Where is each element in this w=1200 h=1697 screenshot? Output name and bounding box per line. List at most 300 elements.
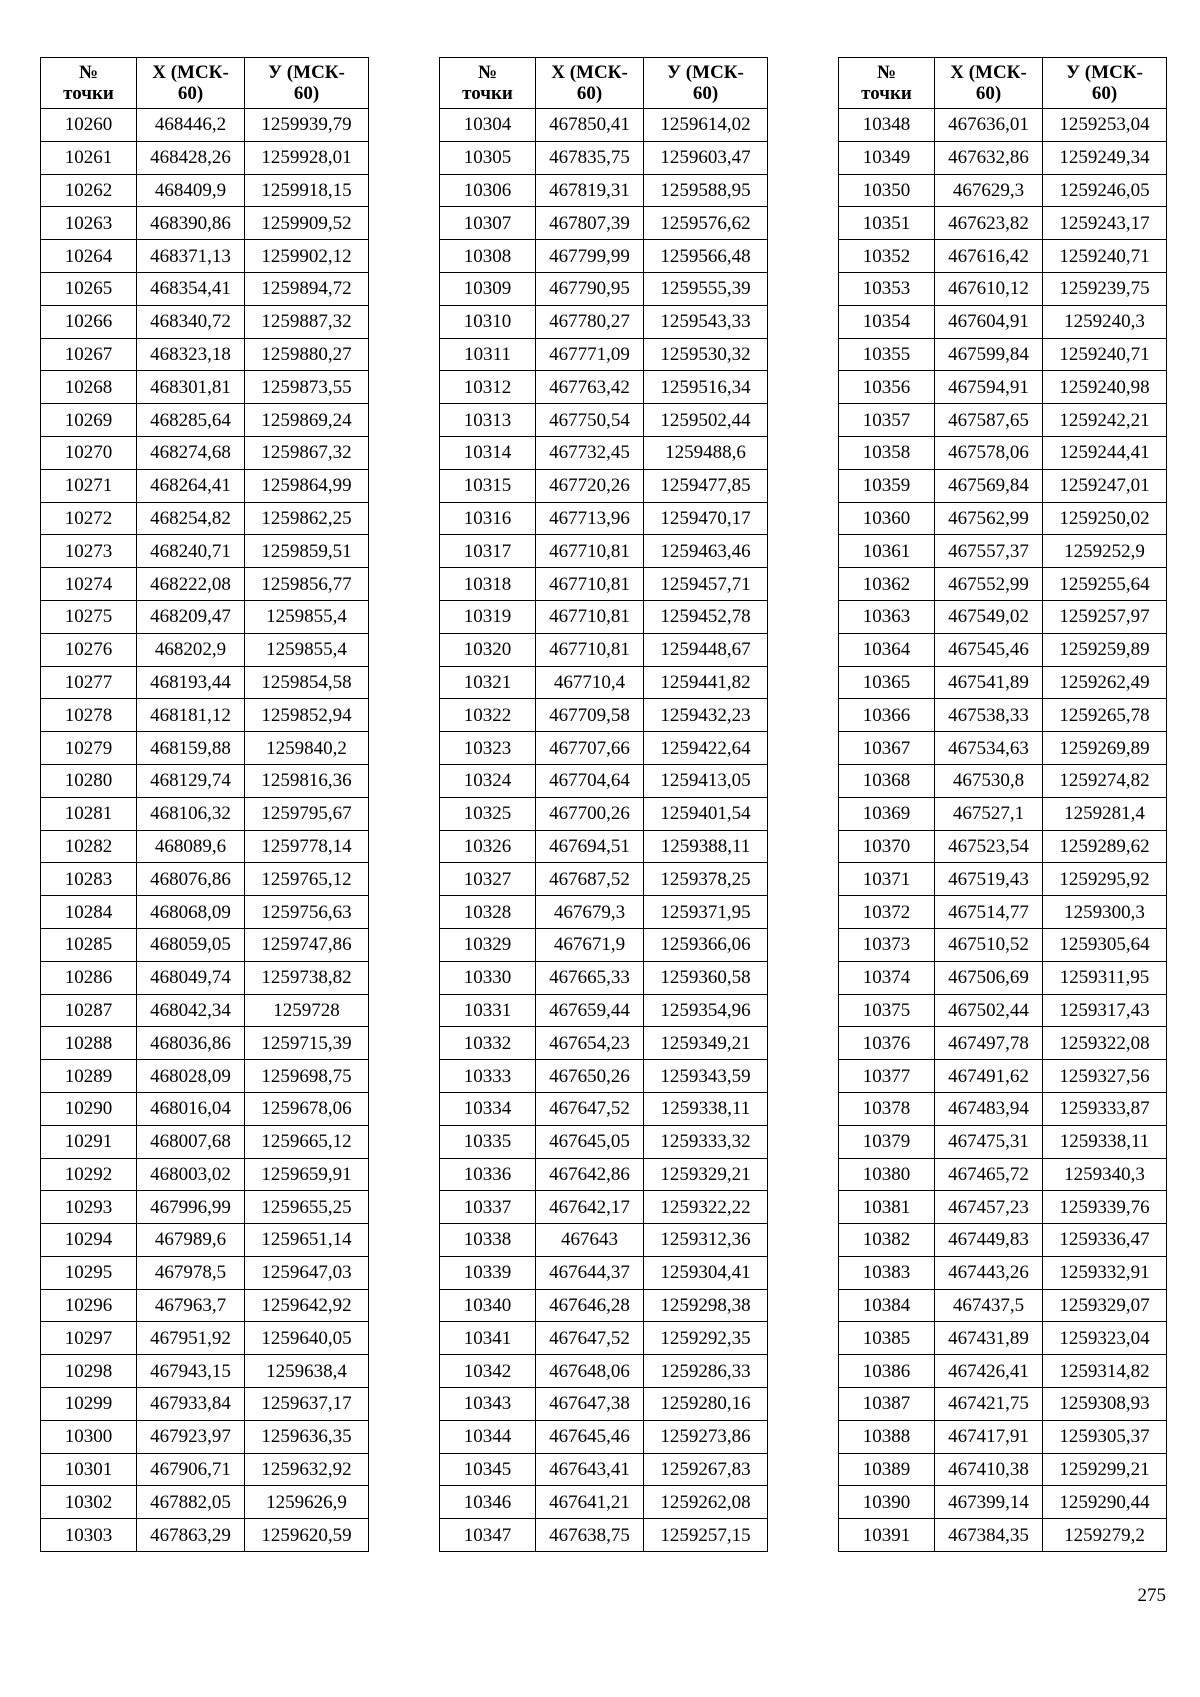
table-row — [839, 633, 1167, 666]
table-row — [839, 1388, 1167, 1421]
cell-x-coordinate: 467709,58 — [536, 699, 644, 732]
cell-point-number: 10371 — [839, 863, 935, 896]
table-row — [839, 338, 1167, 371]
cell-x-coordinate: 468390,86 — [137, 207, 245, 240]
table-row — [41, 535, 369, 568]
table-row — [41, 1191, 369, 1224]
cell-x-coordinate: 467710,81 — [536, 600, 644, 633]
table-row — [440, 1486, 768, 1519]
cell-point-number: 10378 — [839, 1092, 935, 1125]
table-row — [41, 174, 369, 207]
table-row — [41, 863, 369, 896]
cell-x-coordinate: 467410,38 — [935, 1453, 1043, 1486]
table-row — [440, 207, 768, 240]
cell-x-coordinate: 467557,37 — [935, 535, 1043, 568]
cell-y-coordinate: 1259243,17 — [1043, 207, 1167, 240]
cell-y-coordinate: 1259314,82 — [1043, 1355, 1167, 1388]
table-row — [41, 994, 369, 1027]
cell-x-coordinate: 467541,89 — [935, 666, 1043, 699]
cell-point-number: 10389 — [839, 1453, 935, 1486]
cell-y-coordinate: 1259651,14 — [245, 1224, 369, 1257]
cell-y-coordinate: 1259887,32 — [245, 305, 369, 338]
cell-point-number: 10361 — [839, 535, 935, 568]
table-row — [41, 436, 369, 469]
cell-point-number: 10306 — [440, 174, 536, 207]
cell-y-coordinate: 1259555,39 — [644, 272, 768, 305]
cell-point-number: 10349 — [839, 141, 935, 174]
table-header-row — [41, 58, 369, 109]
cell-y-coordinate: 1259257,97 — [1043, 600, 1167, 633]
cell-x-coordinate: 467384,35 — [935, 1519, 1043, 1552]
table-row — [839, 1355, 1167, 1388]
cell-x-coordinate: 468428,26 — [137, 141, 245, 174]
cell-point-number: 10266 — [41, 305, 137, 338]
cell-y-coordinate: 1259273,86 — [644, 1420, 768, 1453]
cell-point-number: 10334 — [440, 1092, 536, 1125]
table-row — [440, 272, 768, 305]
cell-y-coordinate: 1259366,06 — [644, 928, 768, 961]
coordinates-table-2 — [439, 57, 768, 1552]
cell-x-coordinate: 467713,96 — [536, 502, 644, 535]
cell-x-coordinate: 467623,82 — [935, 207, 1043, 240]
cell-y-coordinate: 1259502,44 — [644, 404, 768, 437]
table-row — [440, 1322, 768, 1355]
cell-y-coordinate: 1259252,9 — [1043, 535, 1167, 568]
cell-y-coordinate: 1259795,67 — [245, 797, 369, 830]
table-row — [440, 666, 768, 699]
cell-x-coordinate: 467863,29 — [137, 1519, 245, 1552]
cell-y-coordinate: 1259738,82 — [245, 961, 369, 994]
cell-x-coordinate: 467569,84 — [935, 469, 1043, 502]
table-row — [41, 207, 369, 240]
cell-point-number: 10360 — [839, 502, 935, 535]
table-row — [440, 764, 768, 797]
cell-point-number: 10304 — [440, 109, 536, 142]
cell-y-coordinate: 1259333,87 — [1043, 1092, 1167, 1125]
cell-y-coordinate: 1259336,47 — [1043, 1224, 1167, 1257]
table-row — [839, 535, 1167, 568]
table-header-row — [440, 58, 768, 109]
cell-y-coordinate: 1259327,56 — [1043, 1060, 1167, 1093]
table-row — [839, 1027, 1167, 1060]
cell-x-coordinate: 468202,9 — [137, 633, 245, 666]
cell-x-coordinate: 467530,8 — [935, 764, 1043, 797]
cell-x-coordinate: 467599,84 — [935, 338, 1043, 371]
table-row — [440, 1158, 768, 1191]
cell-point-number: 10287 — [41, 994, 137, 1027]
cell-point-number: 10331 — [440, 994, 536, 1027]
cell-y-coordinate: 1259322,22 — [644, 1191, 768, 1224]
cell-x-coordinate: 468209,47 — [137, 600, 245, 633]
cell-point-number: 10365 — [839, 666, 935, 699]
cell-x-coordinate: 467506,69 — [935, 961, 1043, 994]
cell-y-coordinate: 1259247,01 — [1043, 469, 1167, 502]
cell-point-number: 10354 — [839, 305, 935, 338]
table-row — [839, 502, 1167, 535]
table-row — [440, 436, 768, 469]
cell-x-coordinate: 467790,95 — [536, 272, 644, 305]
cell-x-coordinate: 467643 — [536, 1224, 644, 1257]
cell-y-coordinate: 1259338,11 — [644, 1092, 768, 1125]
cell-x-coordinate: 467497,78 — [935, 1027, 1043, 1060]
cell-y-coordinate: 1259859,51 — [245, 535, 369, 568]
cell-point-number: 10359 — [839, 469, 935, 502]
cell-y-coordinate: 1259292,35 — [644, 1322, 768, 1355]
cell-y-coordinate: 1259253,04 — [1043, 109, 1167, 142]
cell-point-number: 10390 — [839, 1486, 935, 1519]
cell-x-coordinate: 468036,86 — [137, 1027, 245, 1060]
cell-x-coordinate: 467578,06 — [935, 436, 1043, 469]
cell-y-coordinate: 1259647,03 — [245, 1256, 369, 1289]
table-row — [41, 732, 369, 765]
cell-point-number: 10377 — [839, 1060, 935, 1093]
cell-point-number: 10383 — [839, 1256, 935, 1289]
table-row — [440, 1289, 768, 1322]
table-row — [839, 1224, 1167, 1257]
table-row — [440, 1519, 768, 1552]
cell-y-coordinate: 1259259,89 — [1043, 633, 1167, 666]
cell-x-coordinate: 467643,41 — [536, 1453, 644, 1486]
cell-x-coordinate: 467819,31 — [536, 174, 644, 207]
cell-point-number: 10368 — [839, 764, 935, 797]
table-row — [440, 961, 768, 994]
table-row — [839, 666, 1167, 699]
table-row — [41, 797, 369, 830]
cell-y-coordinate: 1259873,55 — [245, 371, 369, 404]
cell-y-coordinate: 1259413,05 — [644, 764, 768, 797]
cell-point-number: 10320 — [440, 633, 536, 666]
cell-x-coordinate: 467399,14 — [935, 1486, 1043, 1519]
cell-x-coordinate: 467642,17 — [536, 1191, 644, 1224]
table-row — [41, 469, 369, 502]
cell-x-coordinate: 467610,12 — [935, 272, 1043, 305]
cell-x-coordinate: 468028,09 — [137, 1060, 245, 1093]
cell-point-number: 10274 — [41, 568, 137, 601]
cell-y-coordinate: 1259441,82 — [644, 666, 768, 699]
table-row — [41, 1125, 369, 1158]
cell-y-coordinate: 1259240,3 — [1043, 305, 1167, 338]
table-row — [839, 1092, 1167, 1125]
table-row — [440, 1060, 768, 1093]
table-row — [440, 928, 768, 961]
cell-x-coordinate: 467594,91 — [935, 371, 1043, 404]
cell-x-coordinate: 467799,99 — [536, 240, 644, 273]
table-row — [839, 207, 1167, 240]
cell-x-coordinate: 467732,45 — [536, 436, 644, 469]
cell-y-coordinate: 1259902,12 — [245, 240, 369, 273]
table-row — [839, 732, 1167, 765]
cell-x-coordinate: 467437,5 — [935, 1289, 1043, 1322]
cell-y-coordinate: 1259765,12 — [245, 863, 369, 896]
cell-x-coordinate: 467951,92 — [137, 1322, 245, 1355]
table-row — [839, 272, 1167, 305]
cell-y-coordinate: 1259280,16 — [644, 1388, 768, 1421]
cell-y-coordinate: 1259239,75 — [1043, 272, 1167, 305]
table-row — [41, 272, 369, 305]
cell-x-coordinate: 467502,44 — [935, 994, 1043, 1027]
cell-x-coordinate: 467534,63 — [935, 732, 1043, 765]
table-row — [839, 896, 1167, 929]
table-row — [41, 896, 369, 929]
cell-y-coordinate: 1259317,43 — [1043, 994, 1167, 1027]
cell-x-coordinate: 468264,41 — [137, 469, 245, 502]
cell-point-number: 10322 — [440, 699, 536, 732]
header-x-coordinate: Х (МСК- 60) — [137, 58, 245, 109]
cell-x-coordinate: 467710,4 — [536, 666, 644, 699]
table-row — [440, 502, 768, 535]
cell-y-coordinate: 1259262,08 — [644, 1486, 768, 1519]
cell-x-coordinate: 467644,37 — [536, 1256, 644, 1289]
cell-x-coordinate: 467629,3 — [935, 174, 1043, 207]
cell-x-coordinate: 467710,81 — [536, 633, 644, 666]
page-number: 275 — [1137, 1585, 1166, 1606]
cell-y-coordinate: 1259329,21 — [644, 1158, 768, 1191]
cell-y-coordinate: 1259715,39 — [245, 1027, 369, 1060]
cell-point-number: 10379 — [839, 1125, 935, 1158]
table-row — [440, 863, 768, 896]
cell-point-number: 10373 — [839, 928, 935, 961]
table-row — [41, 240, 369, 273]
cell-x-coordinate: 467671,9 — [536, 928, 644, 961]
table-row — [839, 1289, 1167, 1322]
coordinates-table-1 — [40, 57, 369, 1552]
cell-x-coordinate: 467527,1 — [935, 797, 1043, 830]
cell-y-coordinate: 1259332,91 — [1043, 1256, 1167, 1289]
table-row — [41, 305, 369, 338]
cell-y-coordinate: 1259576,62 — [644, 207, 768, 240]
cell-x-coordinate: 468371,13 — [137, 240, 245, 273]
cell-y-coordinate: 1259255,64 — [1043, 568, 1167, 601]
cell-x-coordinate: 467545,46 — [935, 633, 1043, 666]
table-row — [839, 994, 1167, 1027]
cell-y-coordinate: 1259747,86 — [245, 928, 369, 961]
table-row — [41, 141, 369, 174]
cell-y-coordinate: 1259867,32 — [245, 436, 369, 469]
cell-y-coordinate: 1259312,36 — [644, 1224, 768, 1257]
cell-point-number: 10261 — [41, 141, 137, 174]
cell-x-coordinate: 467587,65 — [935, 404, 1043, 437]
cell-x-coordinate: 467443,26 — [935, 1256, 1043, 1289]
cell-point-number: 10333 — [440, 1060, 536, 1093]
cell-point-number: 10336 — [440, 1158, 536, 1191]
cell-point-number: 10328 — [440, 896, 536, 929]
cell-point-number: 10305 — [440, 141, 536, 174]
table-row — [41, 961, 369, 994]
cell-point-number: 10380 — [839, 1158, 935, 1191]
table-row — [41, 830, 369, 863]
cell-point-number: 10282 — [41, 830, 137, 863]
cell-y-coordinate: 1259698,75 — [245, 1060, 369, 1093]
cell-y-coordinate: 1259349,21 — [644, 1027, 768, 1060]
table-row — [440, 1224, 768, 1257]
cell-y-coordinate: 1259918,15 — [245, 174, 369, 207]
cell-y-coordinate: 1259640,05 — [245, 1322, 369, 1355]
cell-y-coordinate: 1259371,95 — [644, 896, 768, 929]
table-row — [839, 928, 1167, 961]
table-row — [839, 109, 1167, 142]
cell-x-coordinate: 468042,34 — [137, 994, 245, 1027]
cell-point-number: 10273 — [41, 535, 137, 568]
table-row — [41, 1420, 369, 1453]
cell-point-number: 10268 — [41, 371, 137, 404]
cell-x-coordinate: 467647,38 — [536, 1388, 644, 1421]
cell-point-number: 10313 — [440, 404, 536, 437]
table-row — [41, 1256, 369, 1289]
cell-x-coordinate: 467943,15 — [137, 1355, 245, 1388]
cell-y-coordinate: 1259290,44 — [1043, 1486, 1167, 1519]
cell-y-coordinate: 1259305,37 — [1043, 1420, 1167, 1453]
cell-x-coordinate: 467650,26 — [536, 1060, 644, 1093]
table-row — [440, 371, 768, 404]
cell-x-coordinate: 468222,08 — [137, 568, 245, 601]
cell-y-coordinate: 1259516,34 — [644, 371, 768, 404]
cell-point-number: 10325 — [440, 797, 536, 830]
cell-point-number: 10265 — [41, 272, 137, 305]
table-row — [839, 699, 1167, 732]
table-row — [839, 961, 1167, 994]
cell-x-coordinate: 467523,54 — [935, 830, 1043, 863]
cell-x-coordinate: 467665,33 — [536, 961, 644, 994]
table-row — [41, 1486, 369, 1519]
cell-y-coordinate: 1259928,01 — [245, 141, 369, 174]
cell-y-coordinate: 1259864,99 — [245, 469, 369, 502]
cell-x-coordinate: 467704,64 — [536, 764, 644, 797]
cell-point-number: 10270 — [41, 436, 137, 469]
cell-x-coordinate: 467707,66 — [536, 732, 644, 765]
table-row — [440, 994, 768, 1027]
cell-x-coordinate: 468285,64 — [137, 404, 245, 437]
cell-y-coordinate: 1259642,92 — [245, 1289, 369, 1322]
cell-y-coordinate: 1259632,92 — [245, 1453, 369, 1486]
table-row — [41, 338, 369, 371]
table-row — [839, 1420, 1167, 1453]
cell-point-number: 10299 — [41, 1388, 137, 1421]
cell-point-number: 10284 — [41, 896, 137, 929]
cell-y-coordinate: 1259286,33 — [644, 1355, 768, 1388]
cell-x-coordinate: 468106,32 — [137, 797, 245, 830]
cell-y-coordinate: 1259856,77 — [245, 568, 369, 601]
cell-point-number: 10381 — [839, 1191, 935, 1224]
table-row — [41, 371, 369, 404]
cell-y-coordinate: 1259909,52 — [245, 207, 369, 240]
cell-x-coordinate: 468301,81 — [137, 371, 245, 404]
cell-y-coordinate: 1259854,58 — [245, 666, 369, 699]
cell-y-coordinate: 1259242,21 — [1043, 404, 1167, 437]
table-row — [440, 1092, 768, 1125]
cell-x-coordinate: 467465,72 — [935, 1158, 1043, 1191]
cell-point-number: 10338 — [440, 1224, 536, 1257]
cell-point-number: 10362 — [839, 568, 935, 601]
table-row — [839, 1519, 1167, 1552]
cell-point-number: 10321 — [440, 666, 536, 699]
cell-x-coordinate: 468129,74 — [137, 764, 245, 797]
cell-y-coordinate: 1259530,32 — [644, 338, 768, 371]
cell-y-coordinate: 1259880,27 — [245, 338, 369, 371]
cell-point-number: 10312 — [440, 371, 536, 404]
cell-y-coordinate: 1259299,21 — [1043, 1453, 1167, 1486]
cell-point-number: 10298 — [41, 1355, 137, 1388]
cell-y-coordinate: 1259778,14 — [245, 830, 369, 863]
cell-x-coordinate: 467780,27 — [536, 305, 644, 338]
cell-x-coordinate: 467763,42 — [536, 371, 644, 404]
cell-x-coordinate: 468340,72 — [137, 305, 245, 338]
cell-point-number: 10291 — [41, 1125, 137, 1158]
table-row — [440, 732, 768, 765]
cell-x-coordinate: 467642,86 — [536, 1158, 644, 1191]
cell-point-number: 10364 — [839, 633, 935, 666]
cell-point-number: 10356 — [839, 371, 935, 404]
cell-x-coordinate: 467978,5 — [137, 1256, 245, 1289]
cell-point-number: 10372 — [839, 896, 935, 929]
cell-point-number: 10296 — [41, 1289, 137, 1322]
cell-point-number: 10308 — [440, 240, 536, 273]
cell-y-coordinate: 1259279,2 — [1043, 1519, 1167, 1552]
cell-point-number: 10353 — [839, 272, 935, 305]
table-row — [839, 305, 1167, 338]
cell-y-coordinate: 1259240,98 — [1043, 371, 1167, 404]
cell-x-coordinate: 468409,9 — [137, 174, 245, 207]
table-row — [839, 1158, 1167, 1191]
header-y-coordinate: У (МСК- 60) — [1043, 58, 1167, 109]
table-row — [41, 502, 369, 535]
cell-point-number: 10260 — [41, 109, 137, 142]
table-row — [839, 830, 1167, 863]
cell-x-coordinate: 467989,6 — [137, 1224, 245, 1257]
table-row — [440, 240, 768, 273]
cell-y-coordinate: 1259614,02 — [644, 109, 768, 142]
table-row — [41, 1519, 369, 1552]
cell-x-coordinate: 467710,81 — [536, 535, 644, 568]
table-row — [839, 1453, 1167, 1486]
cell-point-number: 10318 — [440, 568, 536, 601]
cell-point-number: 10348 — [839, 109, 935, 142]
cell-y-coordinate: 1259343,59 — [644, 1060, 768, 1093]
header-x-coordinate: Х (МСК- 60) — [935, 58, 1043, 109]
cell-y-coordinate: 1259638,4 — [245, 1355, 369, 1388]
cell-point-number: 10343 — [440, 1388, 536, 1421]
table-row — [839, 863, 1167, 896]
cell-y-coordinate: 1259378,25 — [644, 863, 768, 896]
cell-y-coordinate: 1259401,54 — [644, 797, 768, 830]
table-row — [839, 764, 1167, 797]
cell-point-number: 10267 — [41, 338, 137, 371]
cell-y-coordinate: 1259463,46 — [644, 535, 768, 568]
cell-y-coordinate: 1259862,25 — [245, 502, 369, 535]
table-row — [41, 109, 369, 142]
cell-point-number: 10311 — [440, 338, 536, 371]
table-row — [440, 1355, 768, 1388]
cell-x-coordinate: 467882,05 — [137, 1486, 245, 1519]
cell-point-number: 10276 — [41, 633, 137, 666]
table-row — [41, 666, 369, 699]
table-row — [41, 600, 369, 633]
table-row — [839, 436, 1167, 469]
cell-y-coordinate: 1259262,49 — [1043, 666, 1167, 699]
cell-y-coordinate: 1259728 — [245, 994, 369, 1027]
cell-y-coordinate: 1259308,93 — [1043, 1388, 1167, 1421]
cell-point-number: 10332 — [440, 1027, 536, 1060]
cell-x-coordinate: 468016,04 — [137, 1092, 245, 1125]
cell-point-number: 10286 — [41, 961, 137, 994]
cell-point-number: 10382 — [839, 1224, 935, 1257]
cell-point-number: 10327 — [440, 863, 536, 896]
cell-point-number: 10323 — [440, 732, 536, 765]
cell-x-coordinate: 468049,74 — [137, 961, 245, 994]
cell-point-number: 10263 — [41, 207, 137, 240]
cell-y-coordinate: 1259432,23 — [644, 699, 768, 732]
cell-point-number: 10374 — [839, 961, 935, 994]
cell-x-coordinate: 467604,91 — [935, 305, 1043, 338]
